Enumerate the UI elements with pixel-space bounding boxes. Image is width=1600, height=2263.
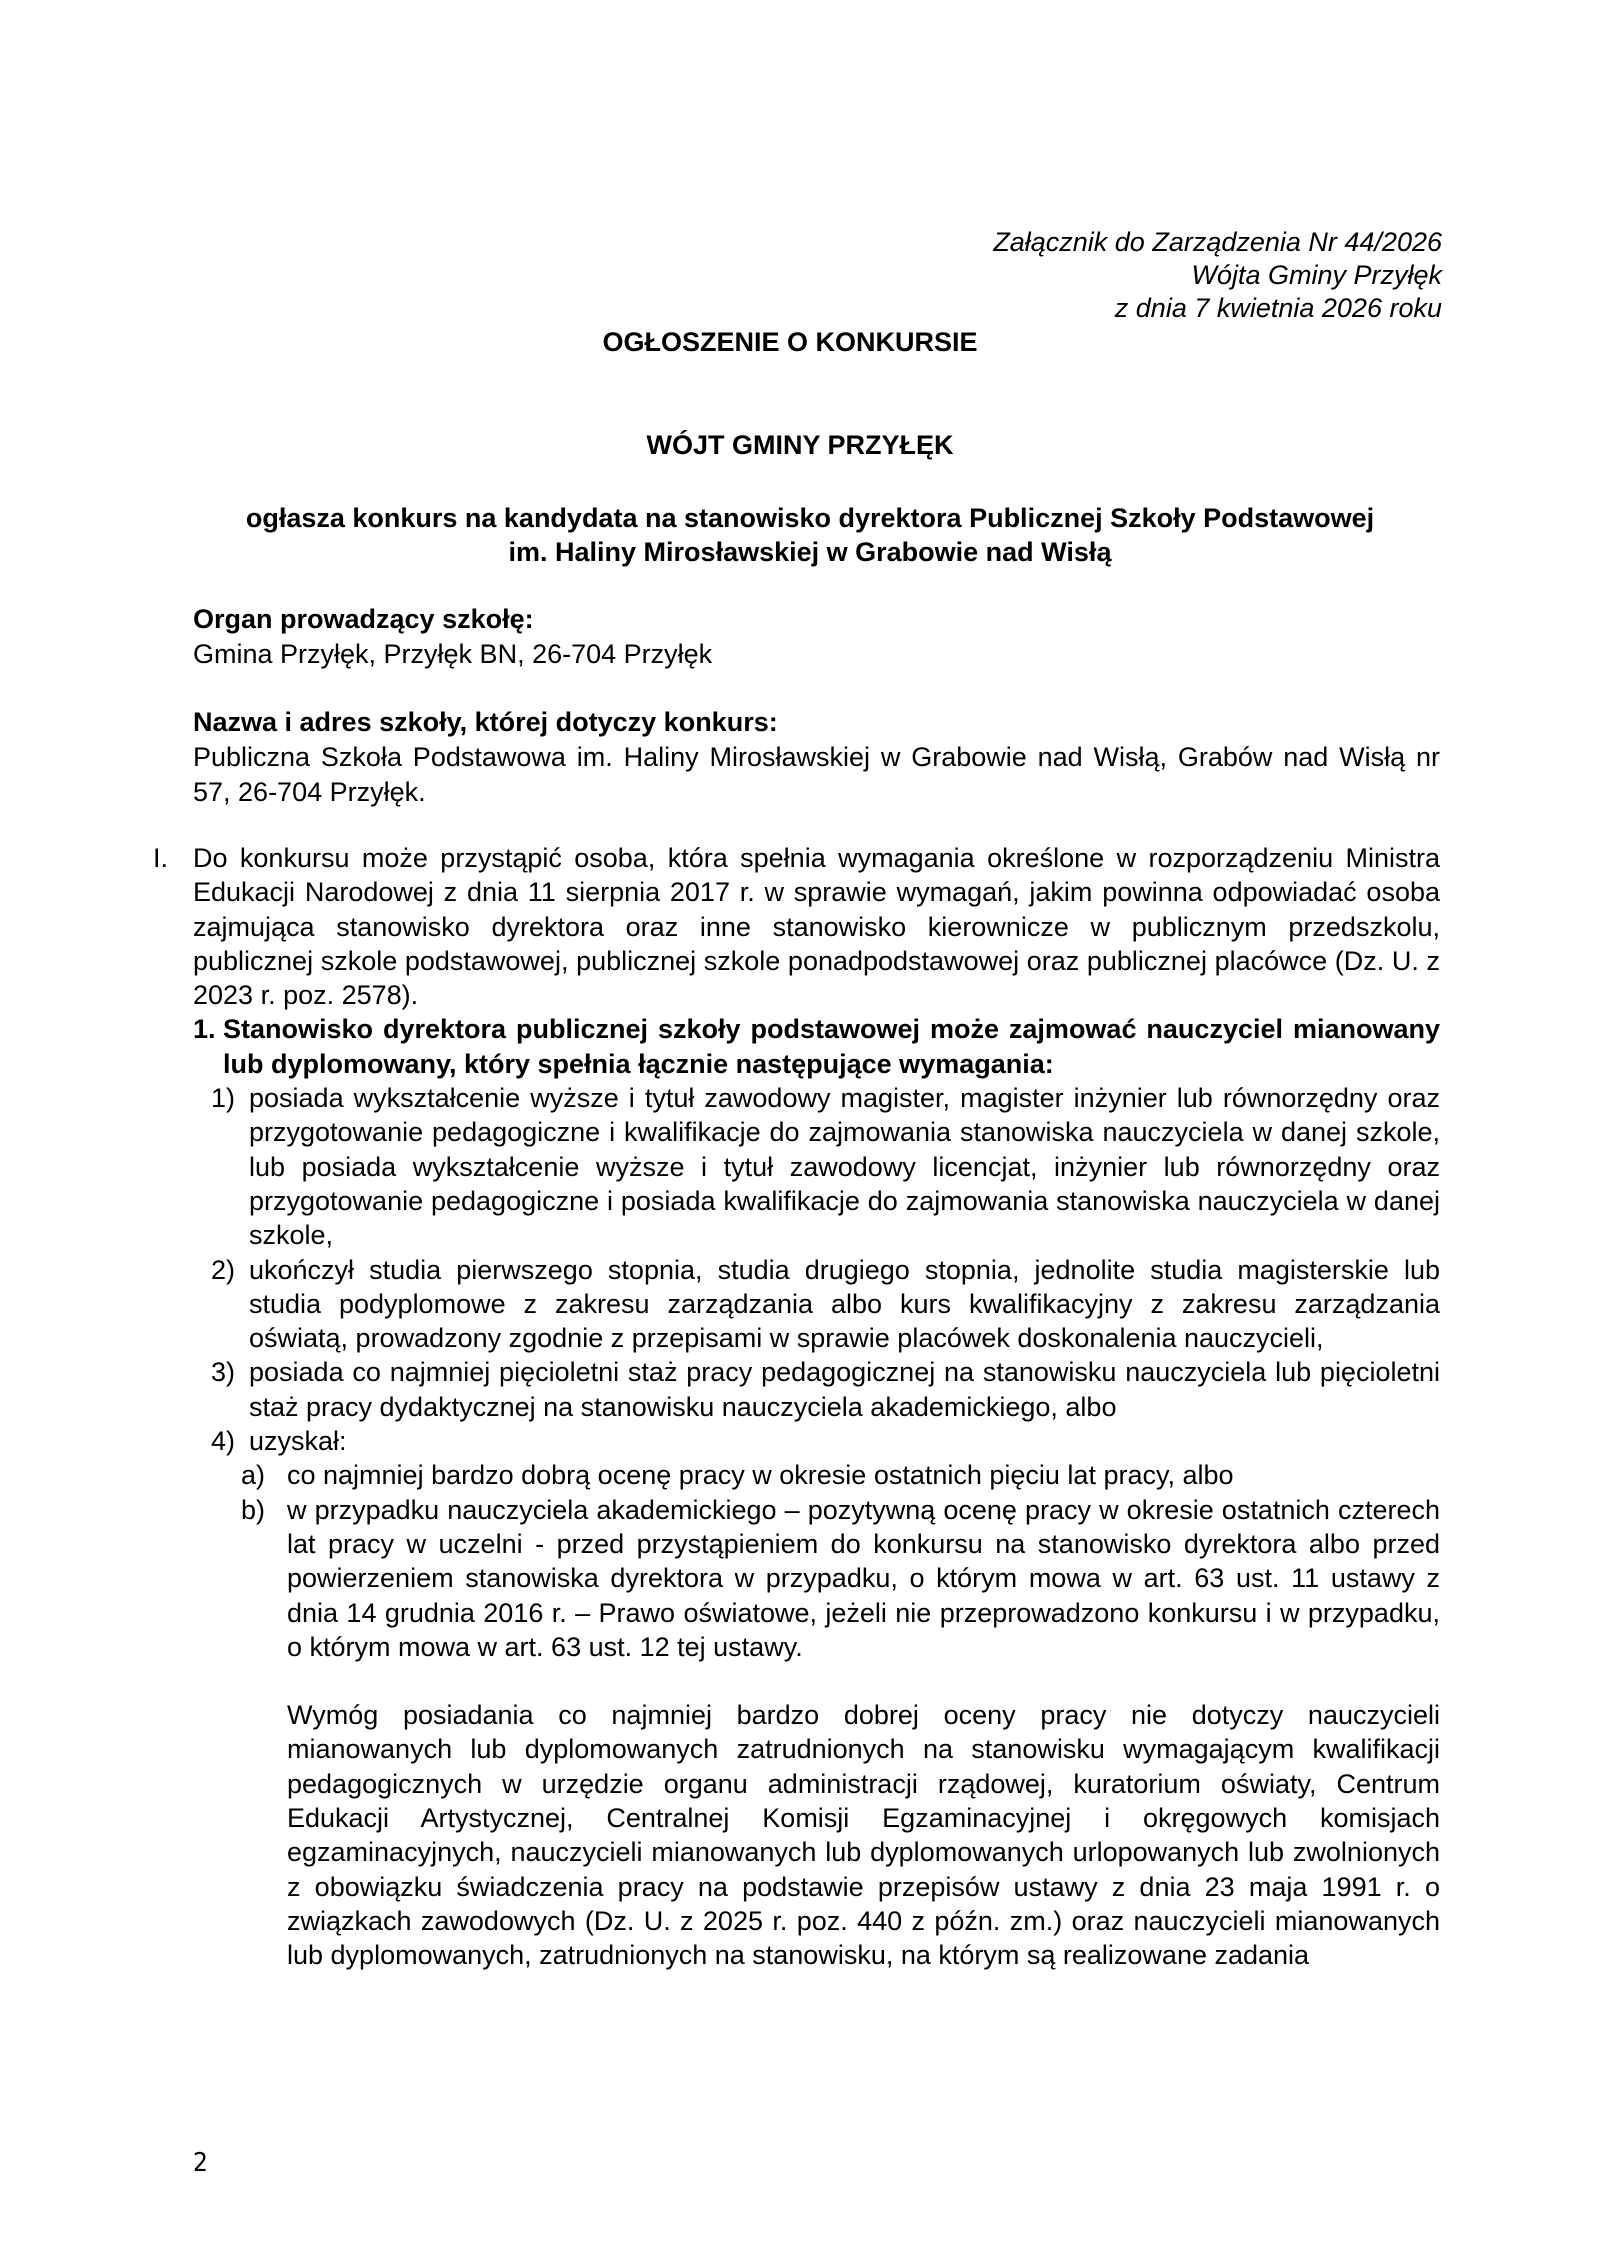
annex-line-2: Wójta Gminy Przyłęk <box>1191 260 1442 290</box>
announcement-line-1: ogłasza konkurs na kandydata na stanowisko dyrektora Publicznej Szkoły Podstawowej <box>245 503 1375 533</box>
requirement-text: uzyskał: <box>249 1426 347 1457</box>
subpoint-text: co najmniej bardzo dobrą ocenę pracy w okresie ostatnich pięciu lat pracy, albo <box>287 1460 1234 1491</box>
requirement-marker: 4) <box>211 1426 236 1457</box>
requirement-item <box>153 1355 1440 1424</box>
requirement-item <box>153 1081 1440 1252</box>
requirement-marker: 1) <box>211 1083 236 1114</box>
school-block <box>193 705 1440 810</box>
school-value: Publiczna Szkoła Podstawowa im. Haliny Mirosławskiej w Grabowie nad Wisłą, Grabów nad Wisłą nr 57, 26-704 Przyłęk. <box>193 742 1440 807</box>
exemption-note: Wymóg posiadania co najmniej bardzo dobrej oceny pracy nie dotyczy nauczycieli mianowanych lub dyplomowanych zatrudnionych na stanowisku wymagającym kwalifikacji pedagogicznych w urzędzie organu administracji rządowej, kuratorium oświaty, Centrum Edukacji Artystycznej, Centralnej Komisji Egzaminacyjnej i okręgowych komisjach egzaminacyjnych, nauczycieli mianowanych lub dyplomowanych urlopowanych lub zwolnionych z obowiązku świadczenia pracy na podstawie przepisów ustawy z dnia 23 maja 1991 r. o związkach zawodowych (Dz. U. z 2025 r. poz. 440 z późn. zm.) oraz nauczycieli mianowanych lub dyplomowanych, zatrudnionych na stanowisku, na którym są realizowane zadania <box>287 1700 1440 1971</box>
section-i <box>153 841 1440 1973</box>
requirement-text: ukończył studia pierwszego stopnia, studia drugiego stopnia, jednolite studia magisterskie lub studia podyplomowe z zakresu zarządzania albo kurs kwalifikacyjny z zakresu zarządzania oświatą, prowadzony zgodnie z przepisami w sprawie placówek doskonalenia nauczycieli, <box>249 1254 1440 1354</box>
subpoint-text: w przypadku nauczyciela akademickiego – pozytywną ocenę pracy w okresie ostatnich czterech lat pracy w uczelni - przed przystąpieniem do konkursu na stanowisko dyrektora albo przed powierzeniem stanowiska dyrektora w przypadku, o którym mowa w art. 63 ust. 11 ustawy z dnia 14 grudnia 2016 r. – Prawo oświatowe, jeżeli nie przeprowadzono konkursu i w przypadku, o którym mowa w art. 63 ust. 12 tej ustawy. <box>287 1494 1440 1662</box>
annex-line-3: z dnia 7 kwietnia 2026 roku <box>1114 293 1442 323</box>
annex-header <box>993 226 1442 325</box>
authority-value: Gmina Przyłęk, Przyłęk BN, 26-704 Przyłęk <box>193 639 713 669</box>
announcement-line-2: im. Haliny Mirosławskiej w Grabowie nad Wisłą <box>508 537 1112 567</box>
document-title: OGŁOSZENIE O KONKURSIE <box>602 327 978 357</box>
requirement-marker: 3) <box>211 1357 236 1388</box>
requirement-item <box>153 1253 1440 1356</box>
point-1-text: Stanowisko dyrektora publicznej szkoły podstawowej może zajmować nauczyciel mianowany lub dyplomowany, który spełnia łącznie następujące wymagania: <box>223 1014 1440 1079</box>
subpoint-marker: b) <box>241 1494 266 1525</box>
requirement-item <box>153 1424 1440 1458</box>
page-number: 2 <box>193 2148 208 2178</box>
annex-line-1: Załącznik do Zarządzenia Nr 44/2026 <box>993 227 1442 257</box>
subpoint-marker: a) <box>241 1460 266 1491</box>
requirement-marker: 2) <box>211 1254 236 1285</box>
school-label: Nazwa i adres szkoły, której dotyczy konkurs: <box>193 707 778 737</box>
point-1-marker: 1. <box>193 1014 216 1045</box>
issuer-heading: WÓJT GMINY PRZYŁĘK <box>646 430 954 460</box>
section-i-text: Do konkursu może przystąpić osoba, która spełnia wymagania określone w rozporządzeniu Ministra Edukacji Narodowej z dnia 11 sierpnia 2017 r. w sprawie wymagań, jakim powinna odpowiadać osoba zajmująca stanowisko dyrektora oraz inne stanowisko kierownicze w publicznym przedszkolu, publicznej szkole podstawowej, publicznej szkole ponadpodstawowej oraz publicznej placówce (Dz. U. z 2023 r. poz. 2578). <box>193 843 1440 1011</box>
authority-label: Organ prowadzący szkołę: <box>193 604 534 634</box>
announcement-heading <box>10 501 1600 569</box>
requirement-text: posiada co najmniej pięcioletni staż pracy pedagogicznej na stanowisku nauczyciela lub pięcioletni staż pracy dydaktycznej na stanowisku nauczyciela akademickiego, albo <box>249 1357 1440 1422</box>
requirement-text: posiada wykształcenie wyższe i tytuł zawodowy magister, magister inżynier lub równorzędny oraz przygotowanie pedagogiczne i kwalifikacje do zajmowania stanowiska nauczyciela w danej szkole, lub posiada wykształcenie wyższe i tytuł zawodowy licencjat, inżynier lub równorzędny oraz przygotowanie pedagogiczne i posiada kwalifikacje do zajmowania stanowiska nauczyciela w danej szkole, <box>249 1083 1440 1251</box>
subpoint-item <box>153 1458 1440 1492</box>
authority-block <box>193 602 1440 672</box>
section-i-marker: I. <box>153 843 169 873</box>
subpoint-item <box>153 1493 1440 1664</box>
